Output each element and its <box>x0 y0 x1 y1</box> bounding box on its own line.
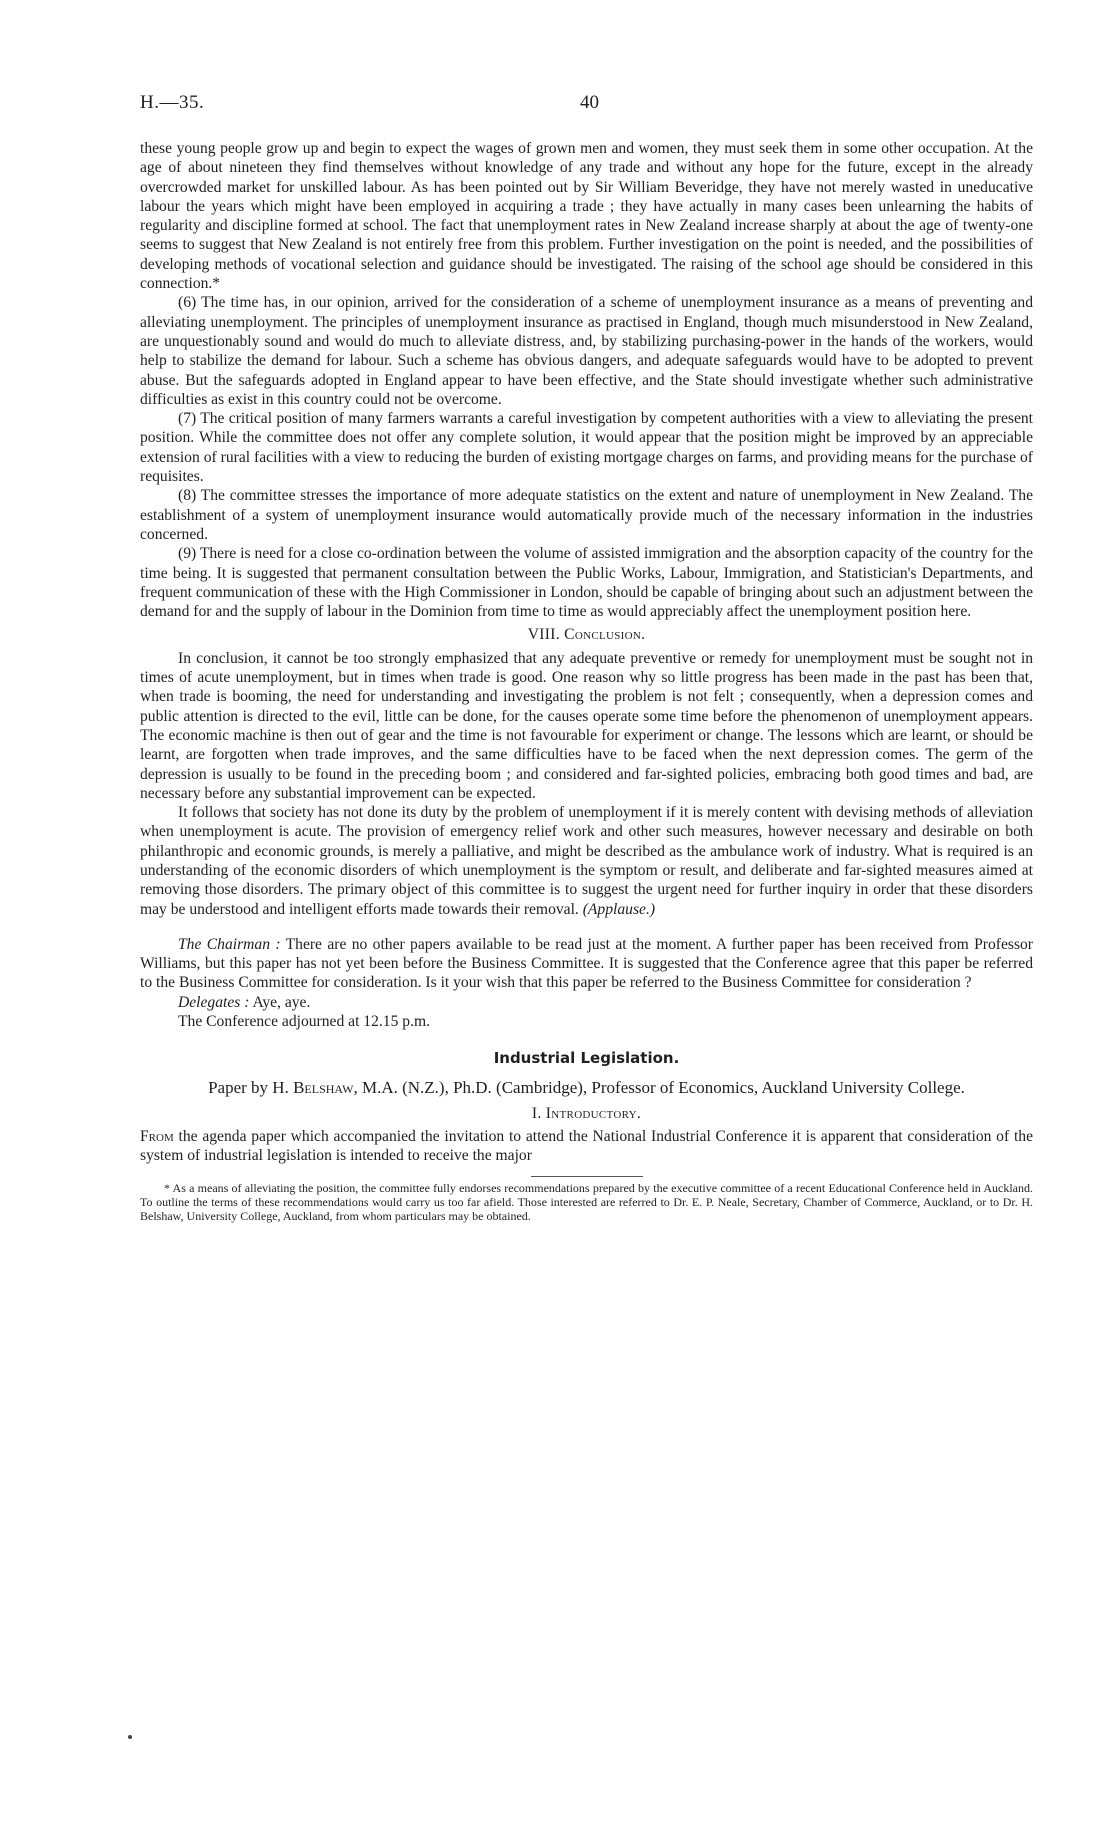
section-title: Industrial Legislation. <box>493 1049 680 1068</box>
document-reference: H.—35. <box>140 92 205 113</box>
paragraph-7: (7) The critical position of many farmers warrants a careful investigation by competent authorities with a view to alleviating the present position. While the committee does not offer any complete solution, it would appear that the position might be improved by an appreciable extension of rural facilities with a view to reducing the burden of existing mortgage charges on farms, and providing means for the purchase of requisites. <box>140 410 1033 486</box>
paragraph-8: (8) The committee stresses the importance of more adequate statistics on the extent and nature of unemployment in New Zealand. The establishment of a system of unemployment insurance would automatically provide much of the necessary information in the industries concerned. <box>140 487 1033 543</box>
paper-byline <box>180 1077 993 1098</box>
conclusion-heading: VIII. Conclusion. <box>527 626 646 644</box>
delegates-text: Aye, aye. <box>252 993 311 1011</box>
applause-note: (Applause.) <box>582 900 656 918</box>
chairman-label: The Chairman : <box>178 935 281 953</box>
paragraph-6: (6) The time has, in our opinion, arrived for the consideration of a scheme of unemployment insurance as a means of preventing and alleviating unemployment. The principles of unemployment insurance as practised in England, though much misunderstood in New Zealand, are unquestionably sound and would do much to alleviate distress, and, by stabilizing purchasing-power in the hands of the workers, would help to stabilize the demand for labour. Such a scheme has obvious dangers, and adequate safeguards would have to be adopted to prevent abuse. But the safeguards adopted in England appear to have been effective, and the State should investigate whether such administrative difficulties as exist in this country could not be overcome. <box>140 294 1033 408</box>
delegates-label: Delegates : <box>178 993 250 1011</box>
introductory-paragraph <box>140 1127 1033 1166</box>
running-head <box>140 92 1030 118</box>
adjournment-note: The Conference adjourned at 12.15 p.m. <box>178 1013 431 1031</box>
byline-prefix: Paper by H. <box>208 1077 289 1097</box>
paragraph-continuation: these young people grow up and begin to expect the wages of grown men and women, they must seek them in some other occupation. At the age of about nineteen they find themselves without knowledge of any trade and without any hope for the future, except in the already overcrowded market for unskilled labour. As has been pointed out by Sir William Beveridge, they have not merely wasted in uneducative labour the years which might have been employed in acquiring a trade ; they have actually in many cases been unlearning the habits of regularity and discipline formed at school. The fact that unemployment rates in New Zealand increase sharply at about the age of twenty-one seems to suggest that New Zealand is not entirely free from this problem. Further investigation on the point is needed, and the possibilities of developing methods of vocational selection and guidance should be investigated. The raising of the school age should be considered in this connection.* <box>140 140 1033 293</box>
intro-text: the agenda paper which accompanied the invitation to attend the National Industrial Conference it is apparent that consideration of the system of industrial legislation is intended to receive the major <box>140 1127 1033 1165</box>
delegates-response <box>140 993 1033 1012</box>
conclusion-paragraph-2 <box>140 803 1033 919</box>
stray-print-mark <box>128 1735 132 1739</box>
conclusion-paragraph-2-text: It follows that society has not done its duty by the problem of unemployment if it is merely content with devising methods of alleviation when unemployment is acute. The provision of emergency relief work and other such measures, however necessary and desirable on both philanthropic and economic grounds, is merely a palliative, and might be described as the ambulance work of industry. What is required is an understanding of the economic disorders of which unemployment is the symptom or result, and deliberate and far-sighted measures aimed at removing those disorders. The primary object of this committee is to suggest the urgent need for further inquiry in order that these disorders may be understood and intelligent efforts made towards their removal. <box>140 804 1033 918</box>
spacer <box>140 919 1033 935</box>
chairman-statement <box>140 935 1033 993</box>
conclusion-paragraph-1: In conclusion, it cannot be too strongly emphasized that any adequate preventive or remedy for unemployment must be sought not in times of acute unemployment, but in times when trade is good. One reason why so little progress has been made in the past has been that, when trade is booming, the need for understanding and investigating the problem is not felt ; consequently, when a depression comes and public attention is directed to the evil, little can be done, for the causes operate some time before the phenomenon of unemployment appears. The economic machine is then out of gear and the time is not favourable for experiment or change. The lessons which are learnt, or should be learnt, are forgotten when trade improves, and the same difficulties have to be faced when the next depression comes. The germ of the depression is usually to be found in the preceding boom ; and considered and far-sighted policies, embracing both good times and bad, are necessary before any substantial improvement can be expected. <box>140 649 1033 802</box>
introductory-heading: I. Introductory. <box>531 1104 642 1122</box>
footnote-divider <box>531 1176 643 1177</box>
page-number: 40 <box>580 92 599 113</box>
footnote: * As a means of alleviating the position, the committee fully endorses recommendations prepared by the executive committee of a recent Educational Conference held in Auckland. To outline the terms of these recommendations would carry us too far afield. Those interested are referred to Dr. E. P. Neale, Secretary, Chamber of Commerce, Auckland, or to Dr. H. Belshaw, University College, Auckland, from whom particulars may be obtained. <box>140 1180 1033 1223</box>
intro-lead-word: From <box>140 1127 174 1145</box>
author-surname: Belshaw <box>293 1077 354 1097</box>
byline-rest: , M.A. (N.Z.), Ph.D. (Cambridge), Professor of Economics, Auckland University College. <box>353 1077 965 1097</box>
body-text <box>140 139 1033 1223</box>
paragraph-9: (9) There is need for a close co-ordination between the volume of assisted immigration and the absorption capacity of the country for the time being. It is suggested that permanent consultation between the Public Works, Labour, Immigration, and Statistician's Departments, and frequent communication of these with the High Commissioner in London, should be capable of bringing about such an adjustment between the demand for and the supply of labour in the Dominion from time to time as would appreciably affect the unemployment position here. <box>140 545 1033 621</box>
chairman-text: There are no other papers available to be read just at the moment. A further paper has been received from Professor Williams, but this paper has not yet been before the Business Committee. It is suggested that the Conference agree that this paper be referred to the Business Committee for consideration. Is it your wish that this paper be referred to the Business Committee for consideration ? <box>140 935 1033 992</box>
